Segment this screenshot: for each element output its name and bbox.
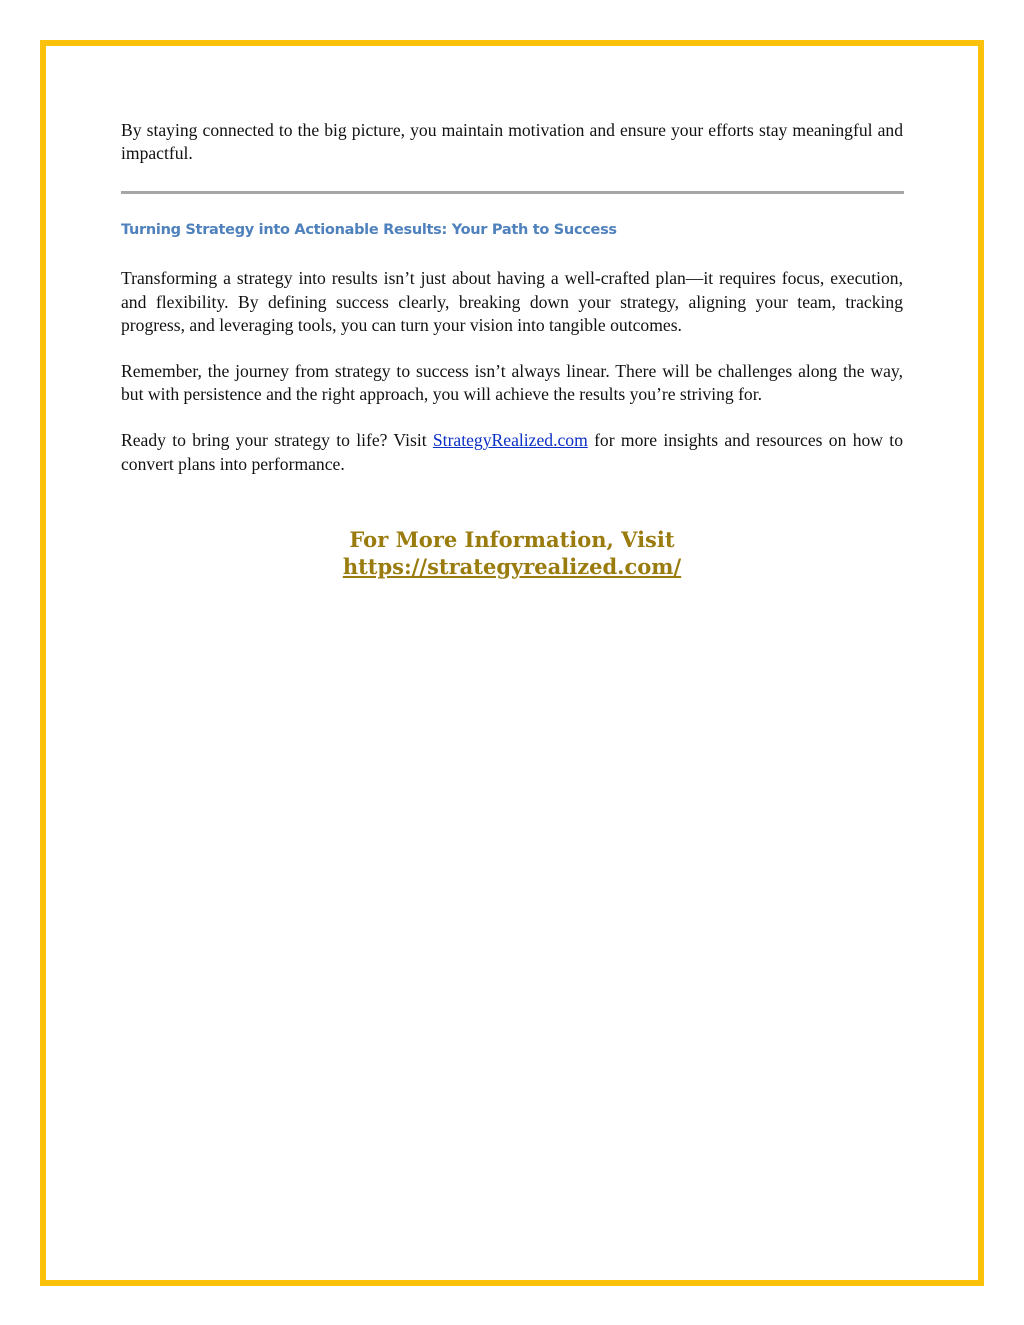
paragraph-ready-lead: Ready to bring your strategy to life? Visit	[121, 430, 433, 451]
paragraph-remember: Remember, the journey from strategy to success isn’t always linear. There will be challenges along the way, but with persistence and the right approach, you will achieve the results you’re striving for.	[121, 361, 903, 405]
horizontal-divider	[121, 191, 904, 194]
more-info-callout	[121, 526, 903, 580]
strategyrealized-link[interactable]: StrategyRealized.com	[432, 430, 588, 451]
paragraph-ready	[121, 429, 903, 475]
cta-heading: For More Information, Visit	[349, 526, 675, 552]
paragraph-transforming: Transforming a strategy into results isn’t just about having a well-crafted plan—it requires focus, execution, and flexibility. By defining success clearly, breaking down your strategy, aligning your team, tracking progress, and leveraging tools, you can turn your vision into tangible outcomes.	[121, 268, 903, 335]
cta-url-link[interactable]: https://strategyrealized.com/	[342, 553, 682, 579]
paragraph-ready-tail: for more insights and resources on how to convert plans into performance.	[121, 430, 903, 474]
intro-paragraph: By staying connected to the big picture, you maintain motivation and ensure your efforts stay meaningful and impactful.	[121, 120, 903, 164]
page-content	[121, 119, 903, 580]
section-heading: Turning Strategy into Actionable Results: Your Path to Success	[121, 222, 617, 239]
